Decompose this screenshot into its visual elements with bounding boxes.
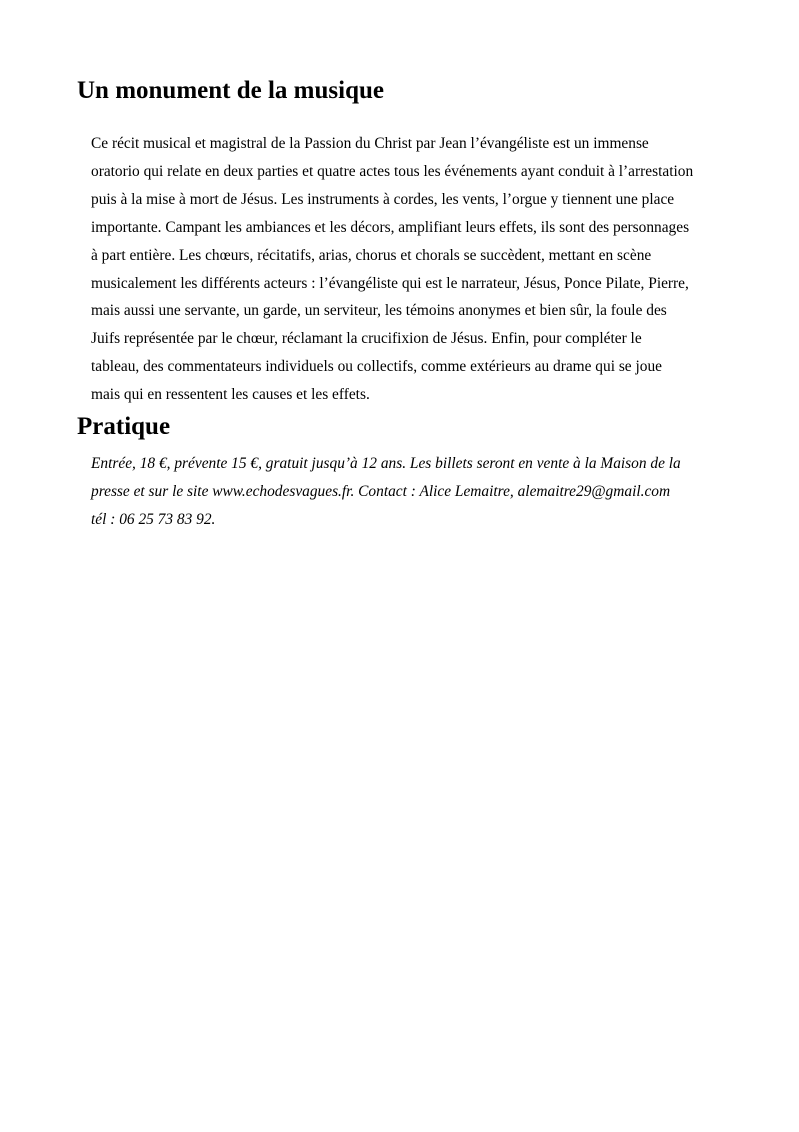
paragraph-line: tél : 06 25 73 83 92.: [91, 510, 216, 528]
section-title: Un monument de la musique: [77, 77, 384, 104]
paragraph-line: tableau, des commentateurs individuels ou collectifs, comme extérieurs au drame qui se joue: [91, 358, 662, 376]
paragraph-line: importante. Campant les ambiances et les décors, amplifiant leurs effets, ils sont des personnages: [91, 218, 690, 236]
section-title: Pratique: [77, 413, 171, 440]
paragraph-line: puis à la mise à mort de Jésus. Les instruments à cordes, les vents, l’orgue y tiennent une place: [91, 190, 675, 208]
paragraph-line: Ce récit musical et magistral de la Passion du Christ par Jean l’évangéliste est un immense: [91, 135, 649, 152]
paragraph-line: oratorio qui relate en deux parties et quatre actes tous les événements ayant conduit à l’arrestation: [91, 162, 694, 180]
paragraph-line: musicalement les différents acteurs : l’évangéliste qui est le narrateur, Jésus, Ponce Pilate, Pierre,: [91, 274, 689, 292]
paragraph-line: Juifs représentée par le chœur, réclamant la crucifixion de Jésus. Enfin, pour compléter le: [91, 330, 642, 348]
paragraph-line: mais aussi une servante, un garde, un serviteur, les témoins anonymes et bien sûr, la foule des: [91, 302, 667, 320]
paragraph-line: à part entière. Les chœurs, récitatifs, arias, chorus et chorals se succèdent, mettant en scène: [91, 246, 652, 264]
paragraph-line: Entrée, 18 €, prévente 15 €, gratuit jusqu’à 12 ans. Les billets seront en vente à la Maison de la: [91, 455, 681, 472]
description-paragraph: [91, 130, 731, 409]
paragraph-line: mais qui en ressentent les causes et les effets.: [91, 386, 370, 404]
paragraph-line: presse et sur le site www.echodesvagues.fr. Contact : Alice Lemaitre, alemaitre29@gmail.com: [91, 482, 671, 500]
practical-info-paragraph: [91, 450, 731, 534]
